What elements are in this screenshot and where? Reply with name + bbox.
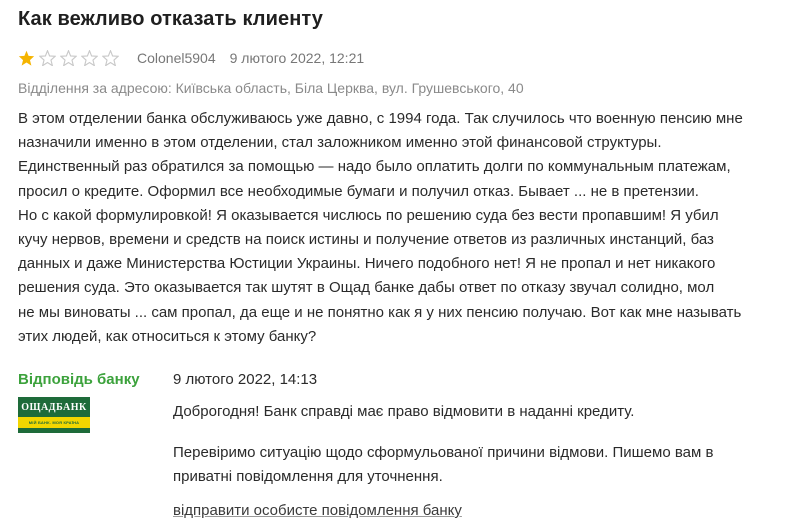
send-private-message-link[interactable]: відправити особисте повідомлення банку <box>173 502 462 519</box>
review-meta <box>18 50 364 66</box>
review-body-line: этих людей, как относиться к этому банку? <box>18 327 317 345</box>
star-empty-icon <box>102 50 119 66</box>
star-empty-icon <box>60 50 77 66</box>
bank-logo <box>18 397 90 433</box>
review-title[interactable]: Как вежливо отказать клиенту <box>18 8 324 30</box>
bank-response-label: Відповідь банку <box>18 371 140 388</box>
review-body-line: назначили именно в этом отделении, стал заложником именно этой финансовой структуры. <box>18 134 662 152</box>
bank-response-paragraph: Доброгодня! Банк справді має право відмовити в наданні кредиту. <box>173 403 635 420</box>
bank-logo-text: ОЩАДБАНК <box>21 402 87 413</box>
review-author[interactable]: Colonel5904 <box>137 50 216 66</box>
review-body-line: просил о кредите. Оформил все необходимые бумаги и получил отказ. Бывает ... не в претензии. <box>18 182 699 200</box>
review-body-line: Но с какой формулировкой! Я оказывается числюсь по решению суда без вести пропавшим! Я убил <box>18 206 719 224</box>
rating-stars <box>18 50 123 66</box>
review-body-line: кучу нервов, времени и средств на поиск истины и получение ответов из различных инстанций, баз <box>18 231 714 249</box>
bank-logo-tagline: МІЙ БАНК. МОЯ КРАЇНА <box>18 417 90 428</box>
review-body-line: В этом отделении банка обслуживаюсь уже давно, с 1994 года. Так случилось что военную пенсию мне <box>18 110 743 127</box>
review-body-line: Единственный раз обратился за помощью — надо было оплатить долги по коммунальным платежам, <box>18 158 731 176</box>
review-body <box>18 107 780 349</box>
review-body-line: не мы виноваты ... сам пропал, да еще и не понятно как я у них пенсию получаю. Вот как мне называть <box>18 303 742 321</box>
review-date: 9 лютого 2022, 12:21 <box>229 50 365 66</box>
branch-address: Відділення за адресою: Київська область, Біла Церква, вул. Грушевського, 40 <box>18 80 524 96</box>
star-empty-icon <box>39 50 56 66</box>
review-body-line: решения суда. Это оказывается так шутят в Ощад банке дабы ответ по отказу звучал солидно, мол <box>18 279 715 297</box>
bank-response-paragraph: Перевіримо ситуацію щодо сформульованої причини відмови. Пишемо вам в приватні повідомлення для уточнення. <box>173 444 714 485</box>
bank-response-body <box>173 400 753 506</box>
star-filled-icon <box>18 50 35 66</box>
star-empty-icon <box>81 50 98 66</box>
bank-response-date: 9 лютого 2022, 14:13 <box>173 371 318 388</box>
review-body-line: данных и даже Министерства Юстиции Украины. Ничего подобного нет! Я не пропал и нет никакого <box>18 255 716 273</box>
